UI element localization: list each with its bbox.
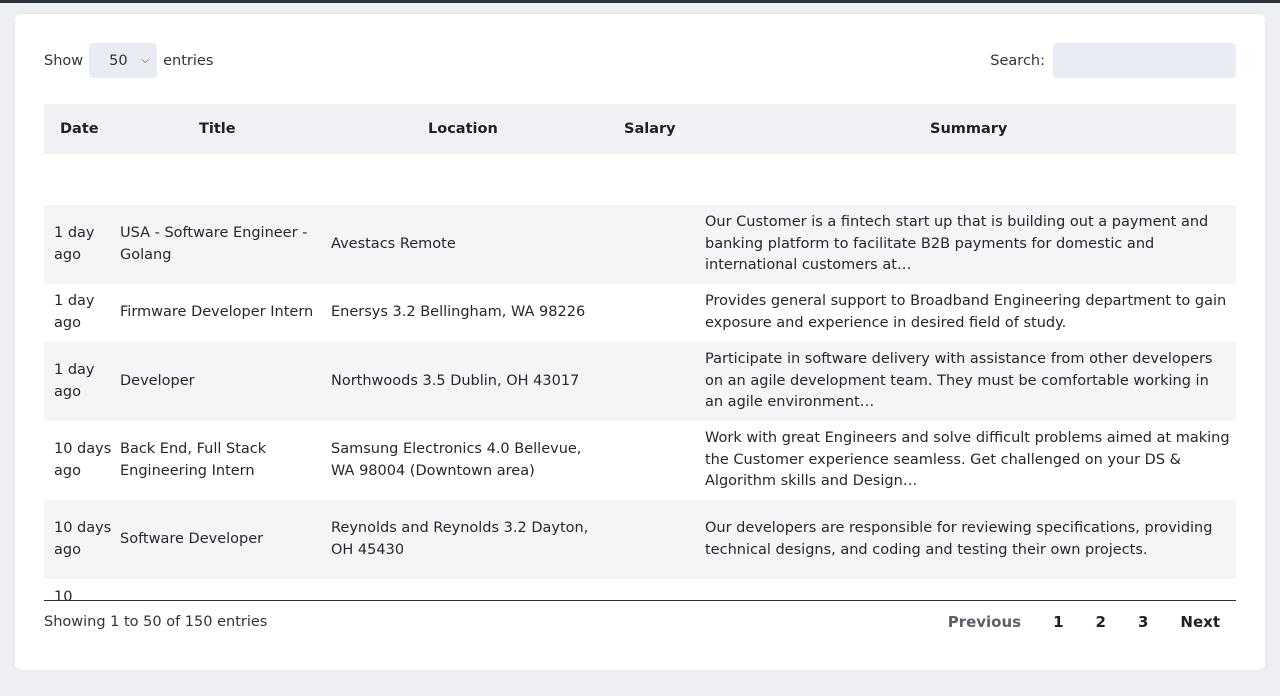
length-label-show: Show bbox=[44, 52, 84, 69]
table-row[interactable] bbox=[44, 421, 1236, 500]
cell-summary: Work with great Engineers and solve difficult problems aimed at making the Customer experience seamless. Get challenged on your DS & Algorithm skills and Design… bbox=[705, 429, 1230, 490]
table-row[interactable] bbox=[44, 205, 1236, 284]
cell-date: 1 day ago bbox=[54, 361, 95, 400]
entries-select-value: 50 bbox=[109, 52, 128, 69]
cell-location: Northwoods 3.5 Dublin, OH 43017 bbox=[331, 372, 580, 389]
cell-title: Developer bbox=[120, 372, 195, 389]
cell-salary bbox=[614, 500, 694, 579]
cell-title: Back End, Full Stack Engineering Intern bbox=[120, 440, 267, 479]
length-label-entries: entries bbox=[163, 52, 214, 69]
cell-title: Firmware Developer Intern bbox=[120, 304, 314, 321]
entries-length-control bbox=[44, 43, 213, 78]
pagination-previous[interactable]: Previous bbox=[947, 613, 1022, 631]
cell-salary bbox=[614, 342, 694, 421]
pagination-page-3[interactable]: 3 bbox=[1137, 613, 1149, 631]
cell-date: 10 days ago bbox=[54, 519, 112, 558]
pagination-next[interactable]: Next bbox=[1180, 613, 1220, 631]
column-header-date[interactable]: Date bbox=[60, 121, 99, 137]
cell-date: 10 bbox=[54, 589, 73, 601]
chevron-down-icon: ⌵ bbox=[141, 55, 150, 66]
pagination bbox=[932, 613, 1236, 631]
table-row[interactable] bbox=[44, 284, 1236, 342]
cell-salary bbox=[614, 284, 694, 342]
cell-summary: Our Customer is a fintech start up that is building out a payment and banking platform to facilitate B2B payments for domestic and international customers at… bbox=[705, 213, 1209, 274]
search-input[interactable] bbox=[1053, 43, 1236, 78]
table-body-scroll[interactable] bbox=[44, 154, 1236, 601]
cell-summary: Participate in software delivery with assistance from other developers on an agile development team. They must be comfortable working in an agile environment… bbox=[705, 350, 1213, 411]
search-label: Search: bbox=[990, 52, 1045, 69]
cell-date: 10 days ago bbox=[54, 440, 112, 479]
cell-summary: Provides general support to Broadband Engineering department to gain exposure and experience in desired field of study. bbox=[705, 293, 1227, 331]
cell-title: USA - Software Engineer - Golang bbox=[120, 224, 308, 263]
cell-date: 1 day ago bbox=[54, 224, 95, 263]
table-info: Showing 1 to 50 of 150 entries bbox=[44, 614, 268, 630]
cell-location: Reynolds and Reynolds 3.2 Dayton, OH 45430 bbox=[331, 519, 589, 558]
table-header bbox=[44, 104, 1236, 154]
cell-date: 1 day ago bbox=[54, 293, 95, 331]
column-header-location[interactable]: Location bbox=[428, 121, 498, 137]
table-row[interactable] bbox=[44, 342, 1236, 421]
entries-select[interactable] bbox=[89, 43, 157, 78]
column-header-title[interactable]: Title bbox=[199, 121, 236, 137]
table-row[interactable] bbox=[44, 500, 1236, 579]
pagination-page-1[interactable]: 1 bbox=[1053, 613, 1064, 631]
cell-title: Software Developer bbox=[120, 530, 264, 547]
cell-location: Avestacs Remote bbox=[331, 235, 456, 252]
cell-salary bbox=[614, 205, 694, 284]
pagination-page-2[interactable]: 2 bbox=[1095, 613, 1106, 631]
table-row[interactable] bbox=[44, 587, 1236, 601]
top-bar bbox=[0, 0, 1280, 3]
column-header-summary[interactable]: Summary bbox=[930, 121, 1008, 137]
cell-summary: Our developers are responsible for reviewing specifications, providing technical designs, and coding and testing their own projects. bbox=[705, 519, 1213, 558]
column-header-salary[interactable]: Salary bbox=[624, 121, 676, 137]
search-control bbox=[990, 43, 1236, 78]
cell-salary bbox=[614, 421, 694, 500]
cell-location: Samsung Electronics 4.0 Bellevue, WA 98004 (Downtown area) bbox=[331, 440, 582, 479]
cell-location: Enersys 3.2 Bellingham, WA 98226 bbox=[331, 304, 586, 321]
